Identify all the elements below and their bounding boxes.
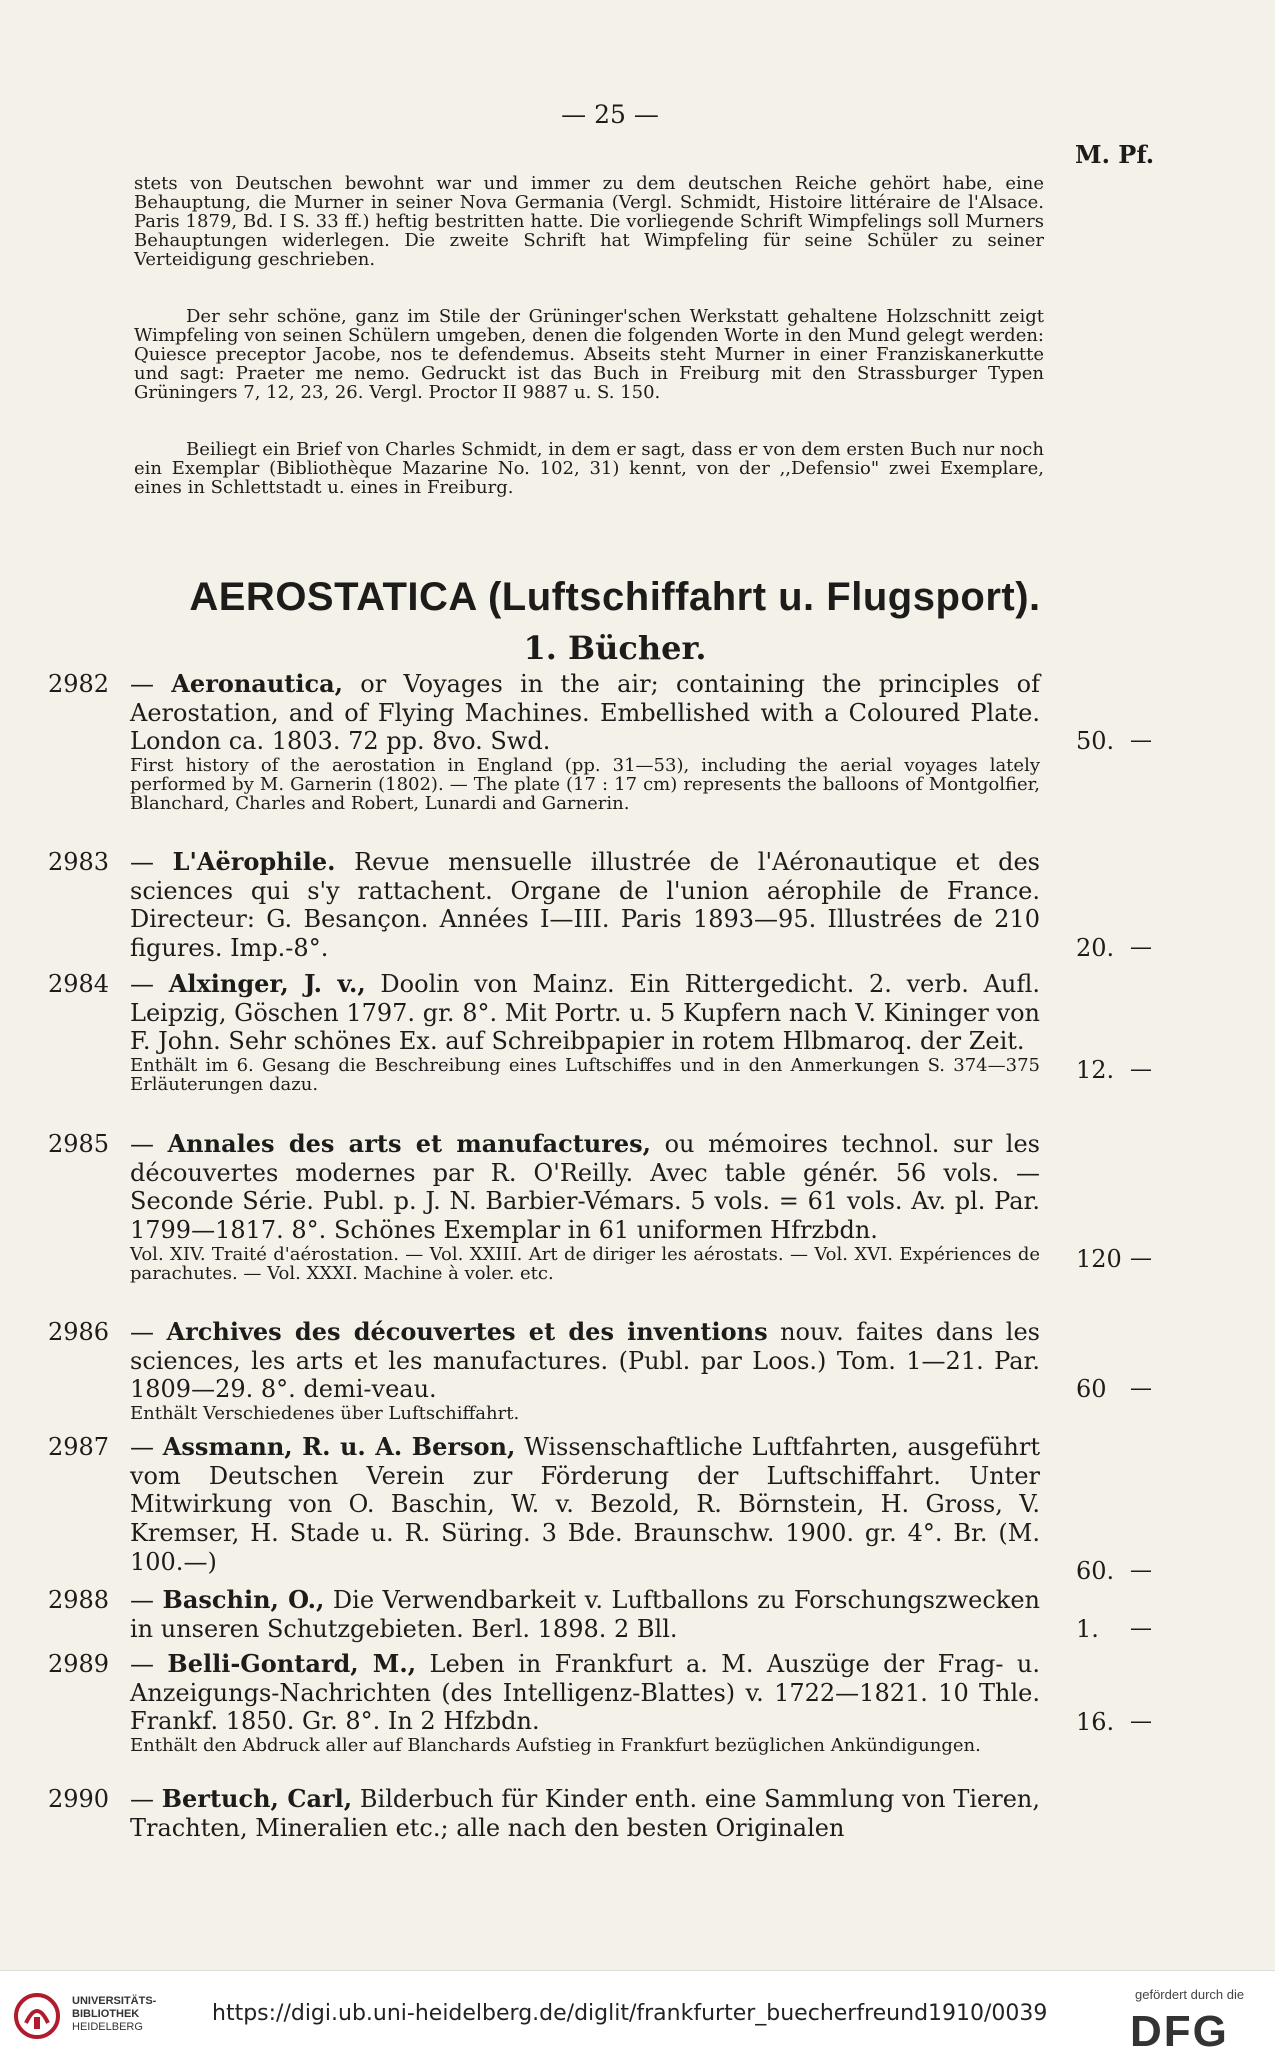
intro-text-1: stets von Deutschen bewohnt war und immer zu dem deutschen Reiche gehört habe, eine Behauptung, die Murner in seiner Nova Germania (Vergl. Schmidt, Histoire littéraire de l'Alsace. Paris 1879, Bd. I S. 33 ff.) heftig bestritten hatte. Die vorliegende Schrift Wimpfelings soll Murners Behauptungen widerlegen. Die zweite Schrift hat Wimpfeling für seine Schüler zu seiner Verteidigung geschrieben. bbox=[134, 173, 1044, 270]
entry-note: Enthält Verschiedenes über Luftschiffahrt. bbox=[130, 1403, 520, 1425]
entry-note: Enthält im 6. Gesang die Beschreibung eines Luftschiffes und in den Anmerkungen S. 374—375 Erläuterungen dazu. bbox=[130, 1055, 1040, 1096]
entry-number: 2984 bbox=[48, 970, 110, 998]
entry-text: nouv. faites dans les sciences, les arts et les manufactures. (Publ. par Loos.) Tom. 1—21. Par. 1809—29. 8°. demi-veau. bbox=[130, 1318, 1040, 1404]
catalogue-entry bbox=[48, 1318, 1173, 1423]
entry-name: Assmann, R. u. A. Berson, bbox=[162, 1432, 516, 1461]
entry-price: 1. bbox=[1076, 1615, 1099, 1643]
intro-paragraph-2 bbox=[134, 307, 1044, 402]
catalogue-entry bbox=[48, 970, 1173, 1094]
entry-body: — Baschin, O., Die Verwendbarkeit v. Luftballons zu Forschungszwecken in unseren Schutzgebieten. Berl. 1898. 2 Bll. bbox=[130, 1585, 1040, 1643]
library-name-line: HEIDELBERG bbox=[72, 2021, 143, 2033]
page-number: — 25 — bbox=[561, 100, 659, 129]
catalogue-entry bbox=[48, 848, 1173, 963]
entry-name: Aeronautica, bbox=[171, 669, 344, 698]
viewer-footer bbox=[0, 1970, 1275, 2061]
entry-name: L'Aërophile. bbox=[172, 847, 336, 876]
entry-price-dash: — bbox=[1130, 1246, 1152, 1271]
entry-price: 16. bbox=[1076, 1708, 1115, 1736]
university-library-name bbox=[72, 1995, 156, 2034]
entry-text: Doolin von Mainz. Ein Rittergedicht. 2. verb. Aufl. Leipzig, Göschen 1797. gr. 8°. Mit Portr. u. 5 Kupfern nach V. Kininger von F. John. Sehr schönes Ex. auf Schreibpapier in rotem Hlbmaroq. der Zeit. bbox=[130, 970, 1040, 1056]
catalogue-entry bbox=[48, 1650, 1173, 1755]
intro-text-3: Beiliegt ein Brief von Charles Schmidt, in dem er sagt, dass er von dem ersten Buch nur noch ein Exemplar (Bibliothèque Mazarine No. 102, 31) kennt, von der ,,Defensio" zwei Exemplare, eines in Schlettstadt u. eines in Freiburg. bbox=[134, 439, 1044, 498]
entry-note: Enthält den Abdruck aller auf Blanchards Aufstieg in Frankfurt bezüglichen Ankündigungen. bbox=[130, 1735, 981, 1757]
entry-text: Bilderbuch für Kinder enth. eine Sammlung von Tieren, Trachten, Mineralien etc.; alle nach den besten Originalen bbox=[130, 1785, 1040, 1842]
catalogue-entry bbox=[48, 670, 1173, 813]
catalogue-entry bbox=[48, 1432, 1173, 1585]
entry-price: 60 bbox=[1076, 1375, 1107, 1403]
entry-name: Annales des arts et manufactures, bbox=[167, 1129, 652, 1158]
entry-number: 2983 bbox=[48, 848, 110, 876]
entry-name: Belli-Gontard, M., bbox=[167, 1649, 417, 1678]
entry-name: Alxinger, J. v., bbox=[168, 969, 366, 998]
entry-body: — Assmann, R. u. A. Berson, Wissenschaftliche Luftfahrten, ausgeführt vom Deutschen Verein zur Förderung der Luftschiffahrt. Unter Mitwirkung von O. Baschin, W. v. Bezold, R. Börnstein, H. Gross, V. Kremser, H. Stade u. R. Süring. 3 Bde. Braunschw. 1900. gr. 4°. Br. (M. 100.—) bbox=[130, 1432, 1040, 1576]
entry-price-dash: — bbox=[1130, 1376, 1152, 1401]
catalogue-entry bbox=[48, 1785, 1173, 1842]
entry-price-dash: — bbox=[1130, 728, 1152, 753]
entry-text: Die Verwendbarkeit v. Luftballons zu Forschungszwecken in unseren Schutzgebieten. Berl. 1898. 2 Bll. bbox=[130, 1586, 1040, 1643]
entry-body: — Bertuch, Carl, Bilderbuch für Kinder enth. eine Sammlung von Tieren, Trachten, Mineralien etc.; alle nach den besten Originalen bbox=[130, 1784, 1040, 1842]
entry-body: — Aeronautica, or Voyages in the air; containing the principles of Aerostation, and of Flying Machines. Embellished with a Coloured Plate. London ca. 1803. 72 pp. 8vo. Swd. bbox=[130, 669, 1040, 756]
entry-price-dash: — bbox=[1130, 935, 1152, 960]
funding-label: gefördert durch die bbox=[1135, 1987, 1245, 2002]
entry-name: Baschin, O., bbox=[162, 1585, 325, 1614]
price-column-header: M. Pf. bbox=[1075, 140, 1155, 169]
entry-note: First history of the aerostation in England (pp. 31—53), including the aerial voyages lately performed by M. Garnerin (1802). — The plate (17 : 17 cm) represents the balloons of Montgolfier, Blanchard, Charles and Robert, Lunardi and Garnerin. bbox=[130, 755, 1040, 815]
entry-price: 50. bbox=[1076, 727, 1115, 755]
entry-number: 2988 bbox=[48, 1586, 110, 1614]
catalogue-entry bbox=[48, 1586, 1173, 1643]
intro-text-2: Der sehr schöne, ganz im Stile der Grüninger'schen Werkstatt gehaltene Holzschnitt zeigt Wimpfeling von seinen Schülern umgeben, denen die folgenden Worte in den Mund gelegt werden: Quiesce preceptor Jacobe, nos te defendemus. Abseits steht Murner in einer Franziskanerkutte und sagt: Praeter me nemo. Gedruckt ist das Buch in Freiburg mit den Strassburger Typen Grüningers 7, 12, 23, 26. Vergl. Proctor II 9887 u. S. 150. bbox=[134, 306, 1044, 403]
entry-price: 120 bbox=[1076, 1245, 1122, 1273]
entry-text: Leben in Frankfurt a. M. Auszüge der Frag- u. Anzeigungs-Nachrichten (des Intelligenz-Blattes) v. 1722—1821. 10 Thle. Frankf. 1850. Gr. 8°. In 2 Hfzbdn. bbox=[130, 1650, 1040, 1736]
entry-price: 60. bbox=[1076, 1557, 1115, 1585]
entry-name: Bertuch, Carl, bbox=[161, 1784, 353, 1813]
intro-paragraph-1 bbox=[134, 174, 1044, 269]
entry-price-dash: — bbox=[1130, 1057, 1152, 1082]
library-name-line: BIBLIOTHEK bbox=[72, 2008, 140, 2020]
entry-number: 2982 bbox=[48, 670, 110, 698]
university-library-logo-icon bbox=[14, 1993, 60, 2039]
entry-price-dash: — bbox=[1130, 1558, 1152, 1583]
intro-paragraph-3 bbox=[134, 440, 1044, 497]
entry-price: 20. bbox=[1076, 934, 1115, 962]
entry-body: — L'Aërophile. Revue mensuelle illustrée de l'Aéronautique et des sciences qui s'y rattachent. Organe de l'union aérophile de France. Directeur: G. Besançon. Années I—III. Paris 1893—95. Illustrées de 210 figures. Imp.-8°. bbox=[130, 847, 1040, 963]
entry-text: ou mémoires technol. sur les découvertes modernes par R. O'Reilly. Avec table génér. 56 vols. — Seconde Série. Publ. p. J. N. Barbier-Vémars. 5 vols. = 61 vols. Av. pl. Par. 1799—1817. 8°. Schönes Exemplar in 61 uniformen Hfrzbdn. bbox=[130, 1130, 1040, 1245]
entry-text: Revue mensuelle illustrée de l'Aéronautique et des sciences qui s'y rattachent. Organe de l'union aérophile de France. Directeur: G. Besançon. Années I—III. Paris 1893—95. Illustrées de 210 figures. Imp.-8°. bbox=[130, 848, 1040, 963]
entry-price-dash: — bbox=[1130, 1709, 1152, 1734]
entry-number: 2989 bbox=[48, 1650, 110, 1678]
library-name-line: UNIVERSITÄTS- bbox=[72, 1995, 157, 2007]
entry-number: 2985 bbox=[48, 1130, 110, 1158]
dfg-logo: DFG bbox=[1130, 2007, 1229, 2056]
entry-note: Vol. XIV. Traité d'aérostation. — Vol. XXIII. Art de diriger les aérostats. — Vol. XVI. Expériences de parachutes. — Vol. XXXI. Machine à voler. etc. bbox=[130, 1243, 1040, 1284]
entry-text: or Voyages in the air; containing the principles of Aerostation, and of Flying Machines. Embellished with a Coloured Plate. London ca. 1803. 72 pp. 8vo. Swd. bbox=[130, 670, 1040, 756]
entry-body: — Annales des arts et manufactures, ou mémoires technol. sur les découvertes modernes par R. O'Reilly. Avec table génér. 56 vols. — Seconde Série. Publ. p. J. N. Barbier-Vémars. 5 vols. = 61 vols. Av. pl. Par. 1799—1817. 8°. Schönes Exemplar in 61 uniformen Hfrzbdn. bbox=[130, 1129, 1040, 1245]
entry-price-dash: — bbox=[1130, 1616, 1152, 1641]
entry-text: Wissenschaftliche Luftfahrten, ausgeführt vom Deutschen Verein zur Förderung der Luftschiffahrt. Unter Mitwirkung von O. Baschin, W. v. Bezold, R. Börnstein, H. Gross, V. Kremser, H. Stade u. R. Süring. 3 Bde. Braunschw. 1900. gr. 4°. Br. (M. 100.—) bbox=[130, 1433, 1040, 1576]
catalogue-entry bbox=[48, 1130, 1173, 1283]
entry-number: 2986 bbox=[48, 1318, 110, 1346]
entry-price: 12. bbox=[1076, 1056, 1115, 1084]
entry-name: Archives des découvertes et des inventions bbox=[166, 1317, 768, 1346]
entry-body: — Alxinger, J. v., Doolin von Mainz. Ein Rittergedicht. 2. verb. Aufl. Leipzig, Göschen 1797. gr. 8°. Mit Portr. u. 5 Kupfern nach V. Kininger von F. John. Sehr schönes Ex. auf Schreibpapier in rotem Hlbmaroq. der Zeit. bbox=[130, 969, 1040, 1056]
entry-body: — Archives des découvertes et des inventions nouv. faites dans les sciences, les arts et les manufactures. (Publ. par Loos.) Tom. 1—21. Par. 1809—29. 8°. demi-veau. bbox=[130, 1317, 1040, 1404]
entry-body: — Belli-Gontard, M., Leben in Frankfurt a. M. Auszüge der Frag- u. Anzeigungs-Nachrichten (des Intelligenz-Blattes) v. 1722—1821. 10 Thle. Frankf. 1850. Gr. 8°. In 2 Hfzbdn. bbox=[130, 1649, 1040, 1736]
permalink-url[interactable]: https://digi.ub.uni-heidelberg.de/diglit/frankfurter_buecherfreund1910/0039 bbox=[212, 2001, 1048, 2026]
subsection-title: 1. Bücher. bbox=[523, 629, 707, 667]
section-title: AEROSTATICA (Luftschiffahrt u. Flugsport). bbox=[189, 575, 1041, 619]
entry-number: 2990 bbox=[48, 1785, 110, 1813]
entry-number: 2987 bbox=[48, 1433, 110, 1461]
